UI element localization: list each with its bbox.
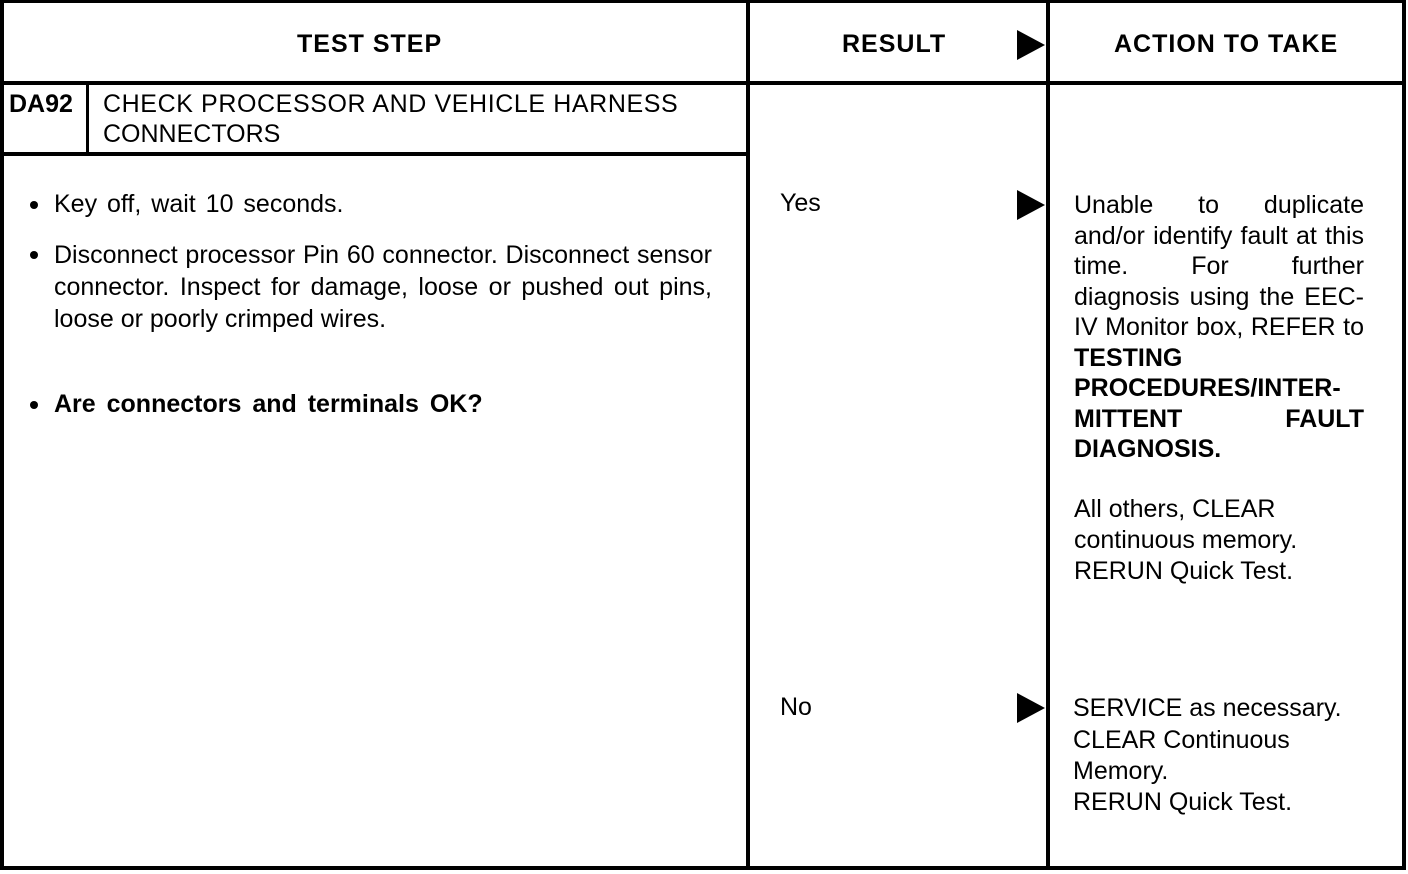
no-action-line1: SERVICE as necessary. <box>1073 694 1342 722</box>
result-yes-arrow-icon <box>1017 190 1045 220</box>
border-left <box>0 0 4 870</box>
header-divider <box>0 81 1406 85</box>
header-arrow-icon <box>1017 30 1045 60</box>
bullet-icon <box>30 251 38 259</box>
step-title-divider <box>0 152 750 156</box>
bullet-icon <box>30 401 38 409</box>
instruction-3: Are connectors and terminals OK? <box>54 390 483 418</box>
border-bottom <box>0 866 1406 870</box>
no-action-line2: CLEAR Continuous Memory. <box>1073 726 1290 785</box>
divider-step-result <box>746 0 750 870</box>
header-action: ACTION TO TAKE <box>1114 30 1339 58</box>
step-code: DA92 <box>9 90 73 118</box>
result-no-arrow-icon <box>1017 693 1045 723</box>
yes-action <box>1074 190 1364 465</box>
step-code-divider <box>86 84 89 154</box>
header-test-step: TEST STEP <box>297 30 443 58</box>
step-title-line1: CHECK PROCESSOR AND VEHICLE HARNESS <box>103 90 679 118</box>
header-result: RESULT <box>842 30 947 58</box>
instruction-1: Key off, wait 10 seconds. <box>54 190 344 218</box>
result-yes-label: Yes <box>780 189 821 217</box>
border-right <box>1402 0 1406 870</box>
step-title-line2: CONNECTORS <box>103 120 281 148</box>
yes-action-others: All others, CLEAR continuous memory. RERUN Quick Test. <box>1074 495 1298 585</box>
instruction-2: Disconnect processor Pin 60 connector. Disconnect sensor connector. Inspect for damage, loose or pushed out pins, loose or poorly crimped wires. <box>54 241 712 333</box>
yes-action-reference: TESTING PROCEDURES/INTER-MITTENT FAULT DIAGNOSIS. <box>1074 343 1364 463</box>
yes-action-text: Unable to duplicate and/or identify fault at this time. For further diagnosis using the EEC-IV Monitor box, REFER to <box>1074 191 1364 341</box>
result-no-label: No <box>780 693 812 721</box>
bullet-icon <box>30 201 38 209</box>
border-top <box>0 0 1406 3</box>
no-action-line3: RERUN Quick Test. <box>1073 788 1293 816</box>
divider-result-action <box>1046 0 1050 870</box>
